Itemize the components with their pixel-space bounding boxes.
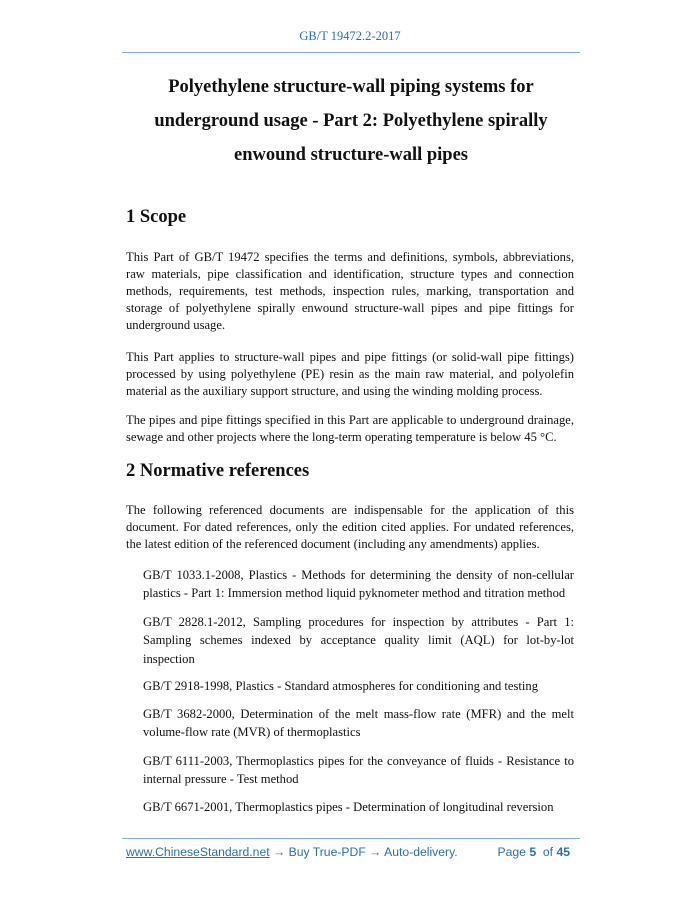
references-intro: The following referenced documents are indispensable for the application of this document. For dated references, only the edition cited applies. For undated references, the latest edition of the referenced document (including any amendments) applies.: [126, 503, 574, 551]
reference-item: GB/T 2918-1998, Plastics - Standard atmospheres for conditioning and testing: [143, 679, 539, 693]
document-code-header: GB/T 19472.2-2017: [299, 29, 401, 43]
header-divider: [122, 52, 580, 53]
reference-item: GB/T 2828.1-2012, Sampling procedures for inspection by attributes - Part 1: Sampling schemes indexed by acceptance quality limit (AQL) for lot-by-lot inspection: [143, 615, 574, 666]
reference-item: GB/T 6671-2001, Thermoplastics pipes - Determination of longitudinal reversion: [143, 800, 554, 814]
of-label: of: [542, 845, 554, 859]
scope-paragraph: This Part of GB/T 19472 specifies the terms and definitions, symbols, abbreviations, raw materials, pipe classification and identification, structure types and connection methods, requirements, test methods, inspection rules, marking, transportation and storage of polyethylene spirally enwound structure-wall pipes and pipe fittings for underground usage.: [126, 250, 574, 332]
promo-text: → Buy True-PDF → Auto-delivery.: [269, 845, 458, 859]
current-page: 5: [529, 845, 537, 859]
page-indicator: [497, 845, 570, 859]
section-heading-scope: 1 Scope: [126, 207, 187, 227]
website-link[interactable]: www.ChineseStandard.net: [126, 845, 270, 859]
section-heading-normative-references: 2 Normative references: [126, 461, 310, 481]
page-footer: [126, 845, 574, 859]
footer-divider: [122, 838, 580, 839]
scope-paragraph: This Part applies to structure-wall pipes and pipe fittings (or solid-wall pipe fittings) processed by using polyethylene (PE) resin as the main raw material, and polyolefin material as the auxiliary support structure, and using the winding molding process.: [126, 350, 574, 398]
scope-paragraph: The pipes and pipe fittings specified in this Part are applicable to underground drainage, sewage and other projects where the long-term operating temperature is below 45 °C.: [126, 413, 574, 444]
document-title: Polyethylene structure-wall piping systems for underground usage - Part 2: Polyethylene spirally enwound structure-wall pipes: [154, 77, 548, 165]
reference-item: GB/T 3682-2000, Determination of the melt mass-flow rate (MFR) and the melt volume-flow rate (MVR) of thermoplastics: [143, 707, 574, 740]
reference-item: GB/T 1033.1-2008, Plastics - Methods for determining the density of non-cellular plastics - Part 1: Immersion method liquid pyknometer method and titration method: [143, 568, 574, 601]
reference-item: GB/T 6111-2003, Thermoplastics pipes for the conveyance of fluids - Resistance to internal pressure - Test method: [143, 754, 574, 787]
total-pages: 45: [556, 845, 570, 859]
page-label: Page: [497, 845, 526, 859]
